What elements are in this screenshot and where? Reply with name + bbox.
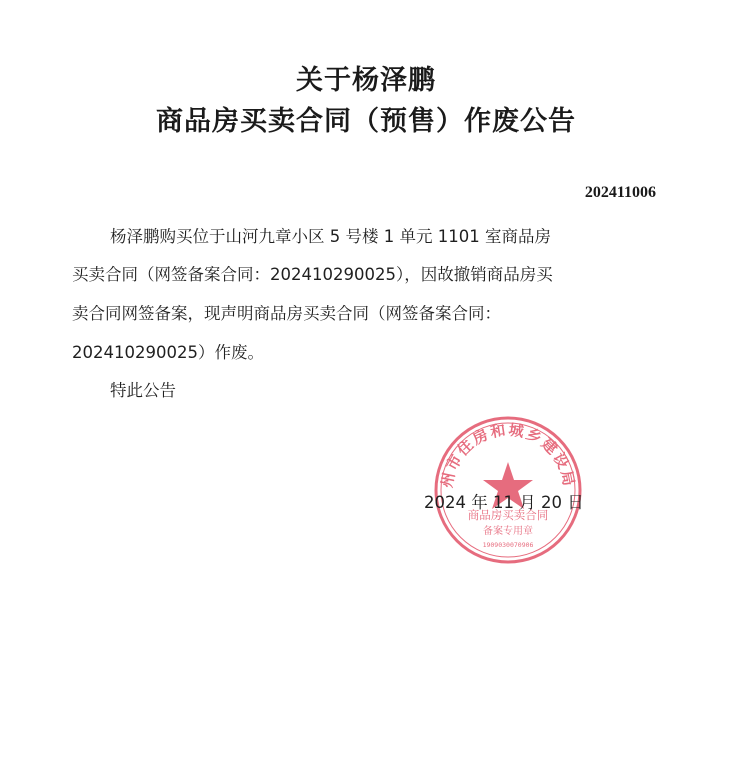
body-line-2: 买卖合同（网签备案合同：202410290025），因故撤销商品房买 bbox=[72, 265, 553, 284]
body-line-1: 杨泽鹏购买位于山河九章小区 5 号楼 1 单元 1101 室商品房 bbox=[110, 227, 551, 246]
seal-serial: 1909030070906 bbox=[482, 541, 534, 549]
title-line-2: 商品房买卖合同（预售）作废公告 bbox=[156, 106, 576, 137]
title-line-1: 关于杨泽鹏 bbox=[296, 65, 436, 96]
closing-line: 特此公告 bbox=[110, 381, 176, 400]
document-number: 202411006 bbox=[584, 184, 656, 201]
body-line-4: 202410290025）作废。 bbox=[72, 343, 264, 362]
seal-ring-text: 州市住房和城乡建设局 bbox=[437, 420, 579, 490]
announcement-date: 2024 年 11 月 20 日 bbox=[424, 493, 584, 512]
body-line-3: 卖合同网签备案，现声明商品房买卖合同（网签备案合同： bbox=[72, 304, 501, 323]
seal-sub-text: 备案专用章 bbox=[483, 526, 533, 537]
seal-center-text: 商品房买卖合同 bbox=[467, 508, 549, 522]
